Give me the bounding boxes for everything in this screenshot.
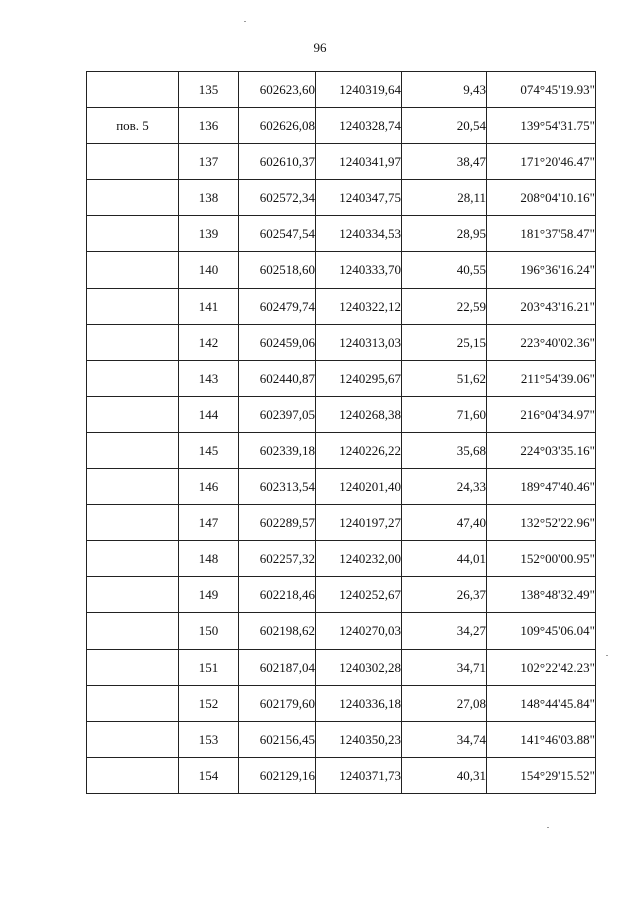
y-coordinate-cell: 1240313,03 <box>316 324 402 360</box>
point-number-cell: 138 <box>179 180 239 216</box>
x-coordinate-cell: 602397,05 <box>239 396 316 432</box>
row-label-cell <box>87 252 179 288</box>
direction-angle-cell: 203°43'16.21" <box>487 288 596 324</box>
point-number-cell: 136 <box>179 108 239 144</box>
point-number-cell: 153 <box>179 721 239 757</box>
y-coordinate-cell: 1240328,74 <box>316 108 402 144</box>
x-coordinate-cell: 602129,16 <box>239 757 316 793</box>
y-coordinate-cell: 1240350,23 <box>316 721 402 757</box>
direction-angle-cell: 138°48'32.49" <box>487 577 596 613</box>
y-coordinate-cell: 1240336,18 <box>316 685 402 721</box>
point-number-cell: 149 <box>179 577 239 613</box>
distance-cell: 24,33 <box>402 469 487 505</box>
table-row <box>87 685 596 721</box>
y-coordinate-cell: 1240347,75 <box>316 180 402 216</box>
row-label-cell <box>87 216 179 252</box>
x-coordinate-cell: 602440,87 <box>239 360 316 396</box>
distance-cell: 22,59 <box>402 288 487 324</box>
table-row <box>87 72 596 108</box>
direction-angle-cell: 132°52'22.96" <box>487 505 596 541</box>
x-coordinate-cell: 602610,37 <box>239 144 316 180</box>
distance-cell: 28,95 <box>402 216 487 252</box>
table-row <box>87 432 596 468</box>
y-coordinate-cell: 1240334,53 <box>316 216 402 252</box>
y-coordinate-cell: 1240371,73 <box>316 757 402 793</box>
y-coordinate-cell: 1240197,27 <box>316 505 402 541</box>
x-coordinate-cell: 602179,60 <box>239 685 316 721</box>
y-coordinate-cell: 1240295,67 <box>316 360 402 396</box>
x-coordinate-cell: 602518,60 <box>239 252 316 288</box>
row-label-cell <box>87 541 179 577</box>
scan-speck-top <box>244 21 246 22</box>
distance-cell: 38,47 <box>402 144 487 180</box>
distance-cell: 25,15 <box>402 324 487 360</box>
x-coordinate-cell: 602198,62 <box>239 613 316 649</box>
table-row <box>87 541 596 577</box>
point-number-cell: 148 <box>179 541 239 577</box>
y-coordinate-cell: 1240201,40 <box>316 469 402 505</box>
direction-angle-cell: 102°22'42.23" <box>487 649 596 685</box>
table-row <box>87 324 596 360</box>
x-coordinate-cell: 602313,54 <box>239 469 316 505</box>
direction-angle-cell: 148°44'45.84" <box>487 685 596 721</box>
x-coordinate-cell: 602626,08 <box>239 108 316 144</box>
y-coordinate-cell: 1240268,38 <box>316 396 402 432</box>
point-number-cell: 143 <box>179 360 239 396</box>
point-number-cell: 154 <box>179 757 239 793</box>
point-number-cell: 150 <box>179 613 239 649</box>
distance-cell: 51,62 <box>402 360 487 396</box>
direction-angle-cell: 154°29'15.52" <box>487 757 596 793</box>
row-label-cell <box>87 396 179 432</box>
row-label-cell <box>87 144 179 180</box>
table-row <box>87 721 596 757</box>
distance-cell: 35,68 <box>402 432 487 468</box>
point-number-cell: 147 <box>179 505 239 541</box>
point-number-cell: 151 <box>179 649 239 685</box>
direction-angle-cell: 196°36'16.24" <box>487 252 596 288</box>
scan-speck-right <box>606 655 608 656</box>
x-coordinate-cell: 602572,34 <box>239 180 316 216</box>
x-coordinate-cell: 602459,06 <box>239 324 316 360</box>
point-number-cell: 152 <box>179 685 239 721</box>
page-number: 96 <box>313 40 327 55</box>
distance-cell: 9,43 <box>402 72 487 108</box>
point-number-cell: 142 <box>179 324 239 360</box>
direction-angle-cell: 224°03'35.16" <box>487 432 596 468</box>
row-label-cell <box>87 613 179 649</box>
row-label-cell <box>87 288 179 324</box>
x-coordinate-cell: 602257,32 <box>239 541 316 577</box>
row-label-cell <box>87 324 179 360</box>
table-row <box>87 505 596 541</box>
point-number-cell: 145 <box>179 432 239 468</box>
direction-angle-cell: 223°40'02.36" <box>487 324 596 360</box>
point-number-cell: 135 <box>179 72 239 108</box>
distance-cell: 20,54 <box>402 108 487 144</box>
row-label-cell <box>87 721 179 757</box>
direction-angle-cell: 152°00'00.95" <box>487 541 596 577</box>
distance-cell: 71,60 <box>402 396 487 432</box>
distance-cell: 34,74 <box>402 721 487 757</box>
table-row <box>87 216 596 252</box>
x-coordinate-cell: 602547,54 <box>239 216 316 252</box>
distance-cell: 28,11 <box>402 180 487 216</box>
x-coordinate-cell: 602218,46 <box>239 577 316 613</box>
y-coordinate-cell: 1240232,00 <box>316 541 402 577</box>
x-coordinate-cell: 602479,74 <box>239 288 316 324</box>
x-coordinate-cell: 602289,57 <box>239 505 316 541</box>
y-coordinate-cell: 1240319,64 <box>316 72 402 108</box>
point-number-cell: 144 <box>179 396 239 432</box>
row-label-cell <box>87 505 179 541</box>
y-coordinate-cell: 1240333,70 <box>316 252 402 288</box>
table-row <box>87 288 596 324</box>
table-row <box>87 252 596 288</box>
row-label-cell: пов. 5 <box>87 108 179 144</box>
table-row <box>87 108 596 144</box>
distance-cell: 40,31 <box>402 757 487 793</box>
row-label-cell <box>87 649 179 685</box>
y-coordinate-cell: 1240252,67 <box>316 577 402 613</box>
row-label-cell <box>87 757 179 793</box>
row-label-cell <box>87 432 179 468</box>
y-coordinate-cell: 1240226,22 <box>316 432 402 468</box>
direction-angle-cell: 109°45'06.04" <box>487 613 596 649</box>
table-row <box>87 469 596 505</box>
row-label-cell <box>87 577 179 613</box>
distance-cell: 44,01 <box>402 541 487 577</box>
x-coordinate-cell: 602339,18 <box>239 432 316 468</box>
direction-angle-cell: 216°04'34.97" <box>487 396 596 432</box>
x-coordinate-cell: 602623,60 <box>239 72 316 108</box>
direction-angle-cell: 171°20'46.47" <box>487 144 596 180</box>
table-row <box>87 396 596 432</box>
x-coordinate-cell: 602156,45 <box>239 721 316 757</box>
point-number-cell: 141 <box>179 288 239 324</box>
scan-speck-bottom <box>547 827 549 828</box>
y-coordinate-cell: 1240270,03 <box>316 613 402 649</box>
direction-angle-cell: 211°54'39.06" <box>487 360 596 396</box>
direction-angle-cell: 074°45'19.93" <box>487 72 596 108</box>
table-row <box>87 613 596 649</box>
direction-angle-cell: 139°54'31.75" <box>487 108 596 144</box>
row-label-cell <box>87 469 179 505</box>
table-row <box>87 360 596 396</box>
row-label-cell <box>87 685 179 721</box>
point-number-cell: 146 <box>179 469 239 505</box>
distance-cell: 27,08 <box>402 685 487 721</box>
coordinates-table <box>86 71 596 794</box>
point-number-cell: 137 <box>179 144 239 180</box>
row-label-cell <box>87 72 179 108</box>
point-number-cell: 139 <box>179 216 239 252</box>
y-coordinate-cell: 1240302,28 <box>316 649 402 685</box>
direction-angle-cell: 181°37'58.47" <box>487 216 596 252</box>
x-coordinate-cell: 602187,04 <box>239 649 316 685</box>
y-coordinate-cell: 1240341,97 <box>316 144 402 180</box>
direction-angle-cell: 208°04'10.16" <box>487 180 596 216</box>
row-label-cell <box>87 180 179 216</box>
table-row <box>87 577 596 613</box>
point-number-cell: 140 <box>179 252 239 288</box>
table-row <box>87 649 596 685</box>
row-label-cell <box>87 360 179 396</box>
distance-cell: 34,71 <box>402 649 487 685</box>
distance-cell: 34,27 <box>402 613 487 649</box>
table-row <box>87 757 596 793</box>
direction-angle-cell: 189°47'40.46" <box>487 469 596 505</box>
direction-angle-cell: 141°46'03.88" <box>487 721 596 757</box>
table-row <box>87 144 596 180</box>
distance-cell: 26,37 <box>402 577 487 613</box>
y-coordinate-cell: 1240322,12 <box>316 288 402 324</box>
distance-cell: 47,40 <box>402 505 487 541</box>
table-row <box>87 180 596 216</box>
distance-cell: 40,55 <box>402 252 487 288</box>
